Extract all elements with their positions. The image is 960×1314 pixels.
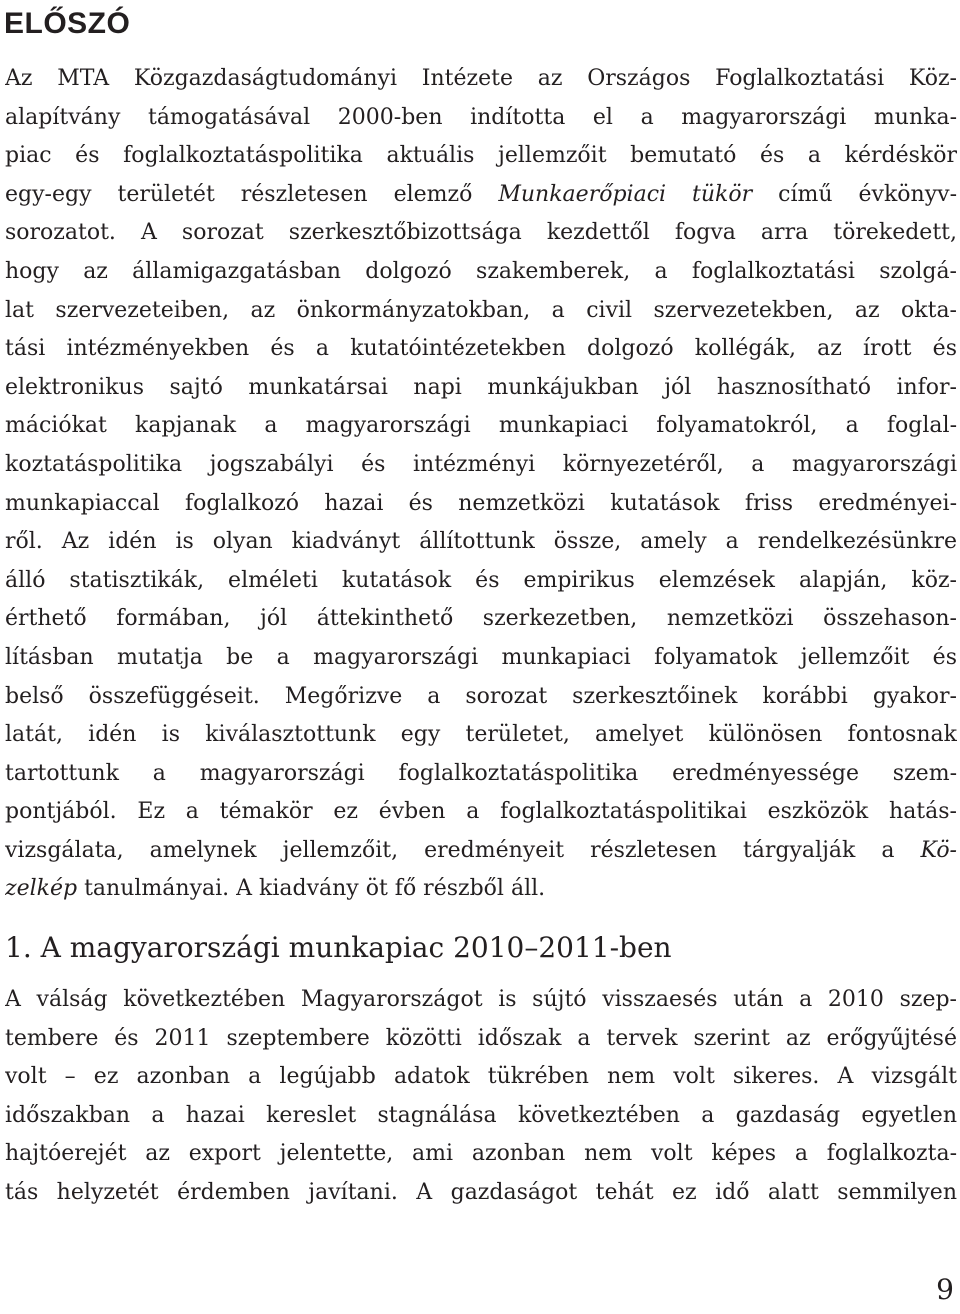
text-line: koztatáspolitika jogszabályi és intézményi környezetéről, a magyarországi: [5, 451, 957, 477]
text-line: volt – ez azonban a legújabb adatok tükrében nem volt sikeres. A vizsgált: [5, 1064, 957, 1090]
text-run: vizsgálata, amelynek jellemzőit, eredményeit részletesen tárgyalják a: [5, 837, 895, 863]
text-line: Az MTA Közgazdaságtudományi Intézete az Országos Foglalkoztatási Köz-: [5, 66, 957, 91]
text-line: A válság következtében Magyarországot is sújtó visszaesés után a 2010 szep-: [5, 987, 957, 1012]
text-line: alapítvány támogatásával 2000-ben indította el a magyarországi munka-: [5, 104, 957, 130]
text-line: hajtóerejét az export jelentette, ami azonban nem volt képes a foglalkozta-: [5, 1141, 957, 1167]
text-line: hogy az államigazgatásban dolgozó szakemberek, a foglalkoztatási szolgá-: [5, 258, 957, 284]
text-line: tás helyzetét érdemben javítani. A gazdaságot tehát ez idő alatt semmilyen: [5, 1179, 957, 1205]
text-line: lításban mutatja be a magyarországi munkapiaci folyamatok jellemzőit és: [5, 644, 957, 670]
book-title-italic: Munkaerőpiaci tükör: [498, 181, 753, 207]
page-heading: ELŐSZÓ: [4, 7, 131, 40]
text-line: [5, 176, 957, 215]
text-line: latát, idén is kiválasztottunk egy területet, amelyet különösen fontosnak: [5, 722, 957, 748]
text-line: [5, 832, 957, 871]
text-line: tartottunk a magyarországi foglalkoztatáspolitika eredményessége szem-: [5, 760, 957, 786]
text-line: elektronikus sajtó munkatársai napi munkájukban jól hasznosítható infor-: [5, 374, 957, 400]
section-paragraph: [5, 981, 957, 1213]
text-line: [5, 870, 957, 909]
text-line: pontjából. Ez a témakör ez évben a foglalkoztatáspolitikai eszközök hatás-: [5, 799, 957, 825]
text-line: ről. Az idén is olyan kiadványt állítottunk össze, amely a rendelkezésünkre: [5, 529, 957, 555]
text-line: piac és foglalkoztatáspolitika aktuális jellemzőit bemutató és a kérdéskör: [5, 143, 957, 169]
text-line: álló statisztikák, elméleti kutatások és empirikus elemzések alapján, köz-: [5, 567, 957, 593]
intro-paragraph: [5, 60, 957, 909]
text-run: tanulmányai. A kiadvány öt fő részből áll.: [84, 876, 546, 902]
text-line: időszakban a hazai kereslet stagnálása következtében a gazdaság egyetlen: [5, 1102, 957, 1128]
section-name-italic: zelkép: [5, 876, 78, 902]
page-number: 9: [936, 1273, 954, 1306]
text-line: mációkat kapjanak a magyarországi munkapiaci folyamatokról, a foglal-: [5, 413, 957, 439]
text-line: belső összefüggéseit. Megőrizve a sorozat szerkesztőinek korábbi gyakor-: [5, 683, 957, 709]
text-line: tási intézményekben és a kutatóintézetekben dolgozó kollégák, az írott és: [5, 336, 957, 362]
section-title: 1. A magyarországi munkapiac 2010–2011-ben: [5, 931, 672, 964]
text-run: című évkönyv-: [778, 181, 957, 207]
text-line: tembere és 2011 szeptembere közötti időszak a tervek szerint az erőgyűjtésé: [5, 1025, 957, 1051]
text-line: érthető formában, jól áttekinthető szerkezetben, nemzetközi összehason-: [5, 606, 957, 632]
section-name-italic: Kö-: [920, 837, 957, 863]
text-run: egy-egy területét részletesen elemző: [5, 181, 473, 207]
text-line: sorozatot. A sorozat szerkesztőbizottsága kezdettől fogva arra törekedett,: [5, 220, 957, 246]
text-line: lat szervezeteiben, az önkormányzatokban, a civil szervezetekben, az okta-: [5, 297, 957, 323]
text-line: munkapiaccal foglalkozó hazai és nemzetközi kutatások friss eredményei-: [5, 490, 957, 516]
